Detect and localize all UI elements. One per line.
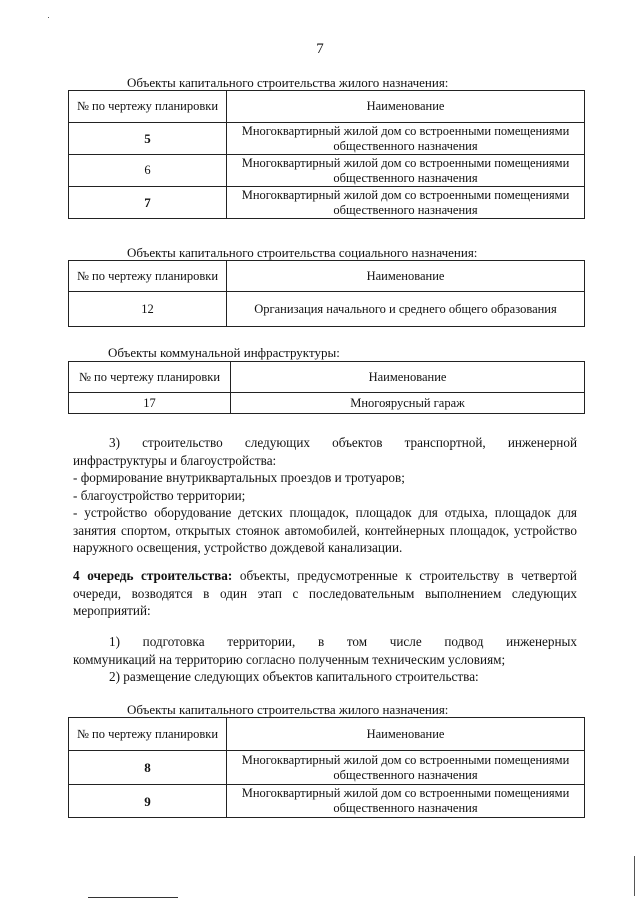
col-name-header: Наименование <box>227 261 585 292</box>
row-name: Многоквартирный жилой дом со встроенными помещениями общественного назначения <box>227 123 585 155</box>
col-num-header: № по чертежу планировки <box>69 718 227 751</box>
row-number: 5 <box>69 123 227 155</box>
col-num-header: № по чертежу планировки <box>69 362 231 393</box>
col-num-header: № по чертежу планировки <box>69 261 227 292</box>
col-name-header: Наименование <box>231 362 585 393</box>
col-num-header: № по чертежу планировки <box>69 91 227 123</box>
footer-rule <box>88 897 178 898</box>
item3-paragraph <box>73 434 577 557</box>
table-row <box>69 785 585 818</box>
queue4-paragraph <box>73 567 577 620</box>
table-row <box>69 155 585 187</box>
row-name: Многоярусный гараж <box>231 393 585 414</box>
row-number: 7 <box>69 187 227 219</box>
bullet-item: - формирование внутриквартальных проездов и тротуаров; <box>73 470 405 485</box>
row-name: Многоквартирный жилой дом со встроенными помещениями общественного назначения <box>227 187 585 219</box>
row-name: Многоквартирный жилой дом со встроенными помещениями общественного назначения <box>227 785 585 818</box>
section3-caption: Объекты коммунальной инфраструктуры: <box>108 345 340 360</box>
queue4-label: 4 очередь строительства: <box>73 568 233 583</box>
table-row <box>69 123 585 155</box>
row-number: 12 <box>69 292 227 327</box>
row-name: Многоквартирный жилой дом со встроенными помещениями общественного назначения <box>227 751 585 785</box>
section2-caption: Объекты капитального строительства социального назначения: <box>127 245 478 260</box>
section4-caption: Объекты капитального строительства жилого назначения: <box>127 702 449 717</box>
page-number: 7 <box>316 41 324 57</box>
row-name: Многоквартирный жилой дом со встроенными помещениями общественного назначения <box>227 155 585 187</box>
table-row <box>69 393 585 414</box>
section3-table <box>68 361 585 414</box>
col-name-header: Наименование <box>227 91 585 123</box>
scan-edge-mark <box>634 856 635 896</box>
row-number: 17 <box>69 393 231 414</box>
table-row <box>69 751 585 785</box>
steps-paragraph <box>73 633 577 686</box>
col-name-header: Наименование <box>227 718 585 751</box>
section2-table <box>68 260 585 327</box>
queue4-text: объекты, предусмотренные к строительству в четвертой очереди, возводятся в один этап с последовательным выполнением следующих мероприятий: <box>73 568 577 618</box>
section4-table <box>68 717 585 818</box>
row-number: 6 <box>69 155 227 187</box>
item1-first-line: 1) подготовка территории, в том числе подвод инженерных <box>109 634 577 649</box>
bullet-item: - благоустройство территории; <box>73 487 246 503</box>
section1-table <box>68 90 585 219</box>
row-name: Организация начального и среднего общего образования <box>227 292 585 327</box>
item1-rest: коммуникаций на территорию согласно полученным техническим условиям; <box>73 651 506 667</box>
table-row <box>69 187 585 219</box>
section1-caption: Объекты капитального строительства жилого назначения: <box>127 75 449 90</box>
item2-line: 2) размещение следующих объектов капитального строительства: <box>109 669 479 684</box>
item3-rest: инфраструктуры и благоустройства: <box>73 452 277 468</box>
row-number: 8 <box>69 751 227 785</box>
row-number: 9 <box>69 785 227 818</box>
bullet-item: - устройство оборудование детских площадок, площадок для отдыха, площадок для занятия спортом, открытых стоянок автомобилей, контейнерных площадок, устройство наружного освещения, устройство дождевой канализации. <box>73 505 577 555</box>
table-row <box>69 292 585 327</box>
item3-first-line: 3) строительство следующих объектов транспортной, инженерной <box>109 435 577 450</box>
scan-speck <box>48 17 49 18</box>
